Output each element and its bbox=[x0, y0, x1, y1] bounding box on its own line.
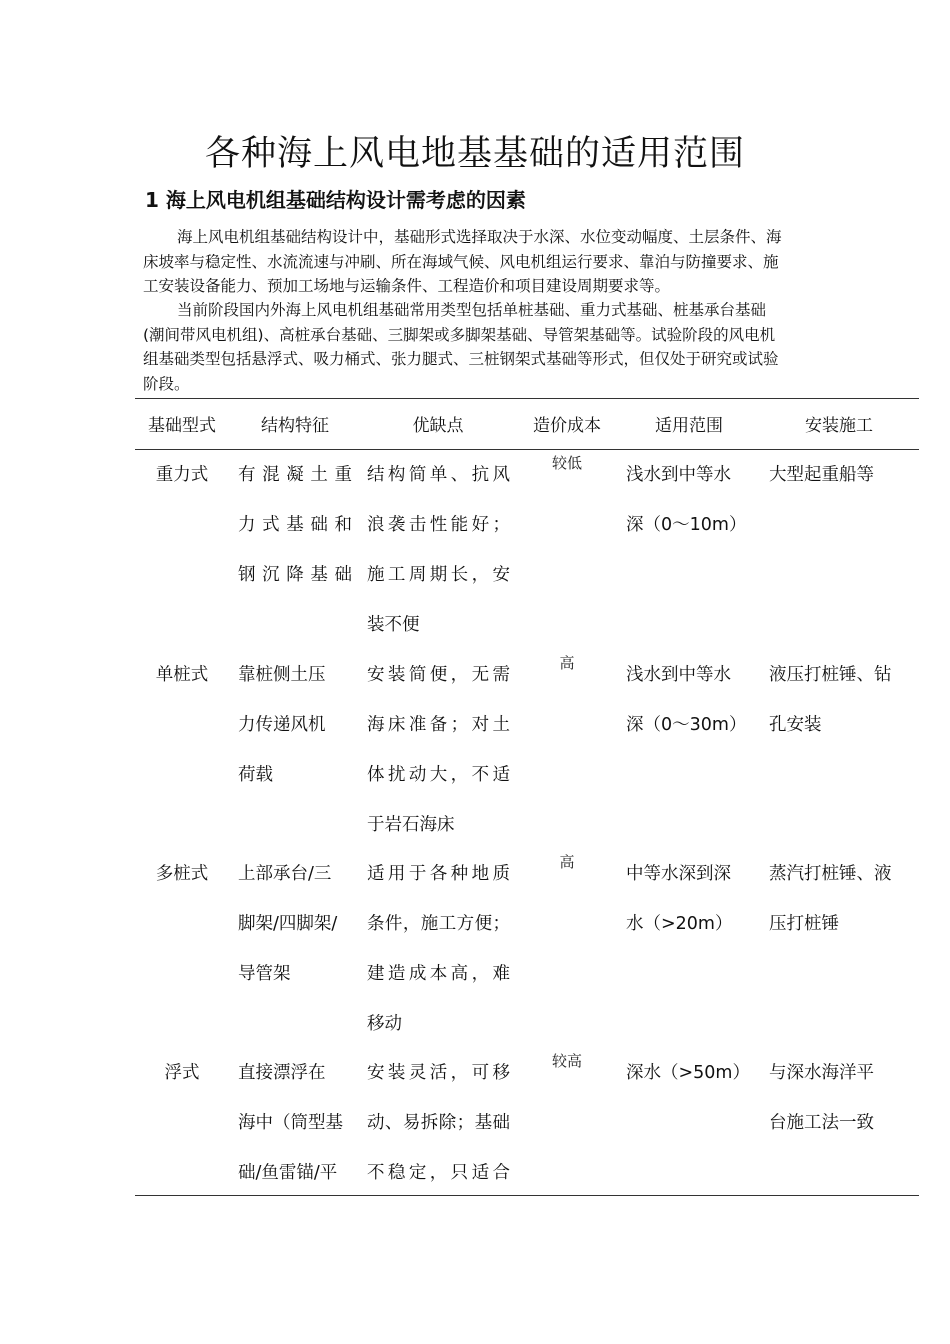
paragraph-foundation-types bbox=[143, 298, 809, 396]
table-cell-structure bbox=[238, 1048, 356, 1198]
table-cell-type: 浮式 bbox=[164, 1063, 200, 1083]
cell-line: 体扰动大，不适 bbox=[367, 765, 510, 785]
table-cell-structure bbox=[238, 849, 352, 999]
table-cell-install bbox=[769, 849, 911, 949]
cell-line: 液压打桩锤、钻 bbox=[769, 665, 892, 685]
paragraph-line: 工安装设备能力、预加工场地与运输条件、工程造价和项目建设周期要求等。 bbox=[143, 277, 671, 295]
paragraph-line: 组基础类型包括悬浮式、吸力桶式、张力腿式、三桩钢架式基础等形式，但仅处于研究或试验 bbox=[143, 350, 779, 368]
cell-line: 压打桩锤 bbox=[769, 914, 839, 934]
table-cell-range bbox=[626, 450, 756, 550]
cell-line: 浪袭击性能好； bbox=[367, 515, 510, 535]
cell-line: 大型起重船等 bbox=[769, 465, 874, 485]
table-cell-structure bbox=[238, 650, 352, 800]
table-cell-type: 重力式 bbox=[155, 465, 209, 485]
table-cell-install bbox=[769, 450, 911, 500]
paragraph-factors bbox=[143, 225, 809, 299]
cell-line: 上部承台/三 bbox=[238, 864, 332, 884]
cell-line: 台施工法一致 bbox=[769, 1113, 874, 1133]
cell-line: 动、易拆除；基础 bbox=[367, 1113, 510, 1133]
cell-line: 孔安装 bbox=[769, 715, 822, 735]
table-cell-range bbox=[626, 650, 756, 750]
cell-line: 于岩石海床 bbox=[367, 815, 455, 835]
cell-line: 施工周期长，安 bbox=[367, 565, 510, 585]
table-cell-cost: 较低 bbox=[551, 454, 582, 472]
header-install: 安装施工 bbox=[805, 416, 873, 436]
cell-line: 安装灵活，可移 bbox=[367, 1063, 510, 1083]
paragraph-line: 当前阶段国内外海上风电机组基础常用类型包括单桩基础、重力式基础、桩基承台基础 bbox=[177, 301, 767, 319]
section-heading: 1 海上风电机组基础结构设计需考虑的因素 bbox=[145, 188, 526, 212]
table-cell-install bbox=[769, 1048, 911, 1148]
cell-line: 导管架 bbox=[238, 964, 291, 984]
table-cell-structure bbox=[238, 450, 352, 600]
cell-line: 不稳定，只适合 bbox=[367, 1163, 510, 1183]
table-cell-range bbox=[626, 1048, 756, 1098]
table-cell-type: 单桩式 bbox=[155, 665, 209, 685]
table-cell-pros-cons bbox=[367, 1048, 510, 1198]
cell-line: 与深水海洋平 bbox=[769, 1063, 874, 1083]
table-cell-pros-cons bbox=[367, 650, 510, 850]
cell-line: 直接漂浮在 bbox=[238, 1063, 326, 1083]
cell-line: 钢沉降基础 bbox=[238, 565, 352, 585]
table-cell-cost: 高 bbox=[559, 654, 575, 672]
cell-line: 海床准备；对土 bbox=[367, 715, 510, 735]
cell-line: 脚架/四脚架/ bbox=[238, 914, 338, 934]
cell-line: 装不便 bbox=[367, 615, 420, 635]
cell-line: 有混凝土重 bbox=[238, 465, 352, 485]
cell-line: 结构简单、抗风 bbox=[367, 465, 510, 485]
paragraph-line: 床坡率与稳定性、水流流速与冲刷、所在海域气候、风电机组运行要求、靠泊与防撞要求、施 bbox=[143, 252, 779, 271]
header-type: 基础型式 bbox=[148, 416, 216, 436]
cell-line: 中等水深到深 bbox=[626, 864, 731, 884]
cell-line: 海中（筒型基 bbox=[238, 1113, 343, 1133]
table-cell-pros-cons bbox=[367, 450, 510, 650]
table-cell-cost: 高 bbox=[559, 853, 575, 871]
cell-line: 水（>20m） bbox=[626, 914, 733, 934]
cell-line: 建造成本高，难 bbox=[367, 964, 510, 984]
cell-line: 蒸汽打桩锤、液 bbox=[769, 864, 892, 884]
cell-line: 深（0～10m） bbox=[626, 515, 747, 535]
cell-line: 力传递风机 bbox=[238, 715, 326, 735]
cell-line: 浅水到中等水 bbox=[626, 665, 731, 685]
paragraph-line: 阶段。 bbox=[143, 374, 190, 393]
cell-line: 深水（>50m） bbox=[626, 1063, 750, 1083]
table-cell-cost: 较高 bbox=[551, 1052, 582, 1070]
cell-line: 浅水到中等水 bbox=[626, 465, 731, 485]
cell-line: 条件，施工方便； bbox=[367, 914, 510, 934]
cell-line: 荷载 bbox=[238, 765, 273, 785]
cell-line: 深（0～30m） bbox=[626, 715, 747, 735]
paragraph-line: 海上风电机组基础结构设计中，基础形式选择取决于水深、水位变动幅度、土层条件、海 bbox=[177, 228, 782, 246]
paragraph-line: (潮间带风电机组)、高桩承台基础、三脚架或多脚架基础、导管架基础等。试验阶段的风电机 bbox=[143, 325, 776, 344]
header-range: 适用范围 bbox=[655, 416, 723, 436]
cell-line: 移动 bbox=[367, 1014, 402, 1034]
cell-line: 础/鱼雷锚/平 bbox=[238, 1163, 338, 1183]
cell-line: 适用于各种地质 bbox=[367, 864, 510, 884]
table-top-rule bbox=[135, 398, 919, 399]
table-cell-pros-cons bbox=[367, 849, 510, 1049]
table-cell-install bbox=[769, 650, 911, 750]
header-pros-cons: 优缺点 bbox=[412, 416, 464, 436]
table-cell-type: 多桩式 bbox=[155, 864, 209, 884]
header-cost: 造价成本 bbox=[533, 416, 601, 436]
header-structure: 结构特征 bbox=[261, 416, 329, 436]
cell-line: 靠桩侧土压 bbox=[238, 665, 326, 685]
cell-line: 力式基础和 bbox=[238, 515, 352, 535]
table-cell-range bbox=[626, 849, 756, 949]
page-title: 各种海上风电地基基础的适用范围 bbox=[204, 134, 745, 174]
cell-line: 安装简便，无需 bbox=[367, 665, 510, 685]
